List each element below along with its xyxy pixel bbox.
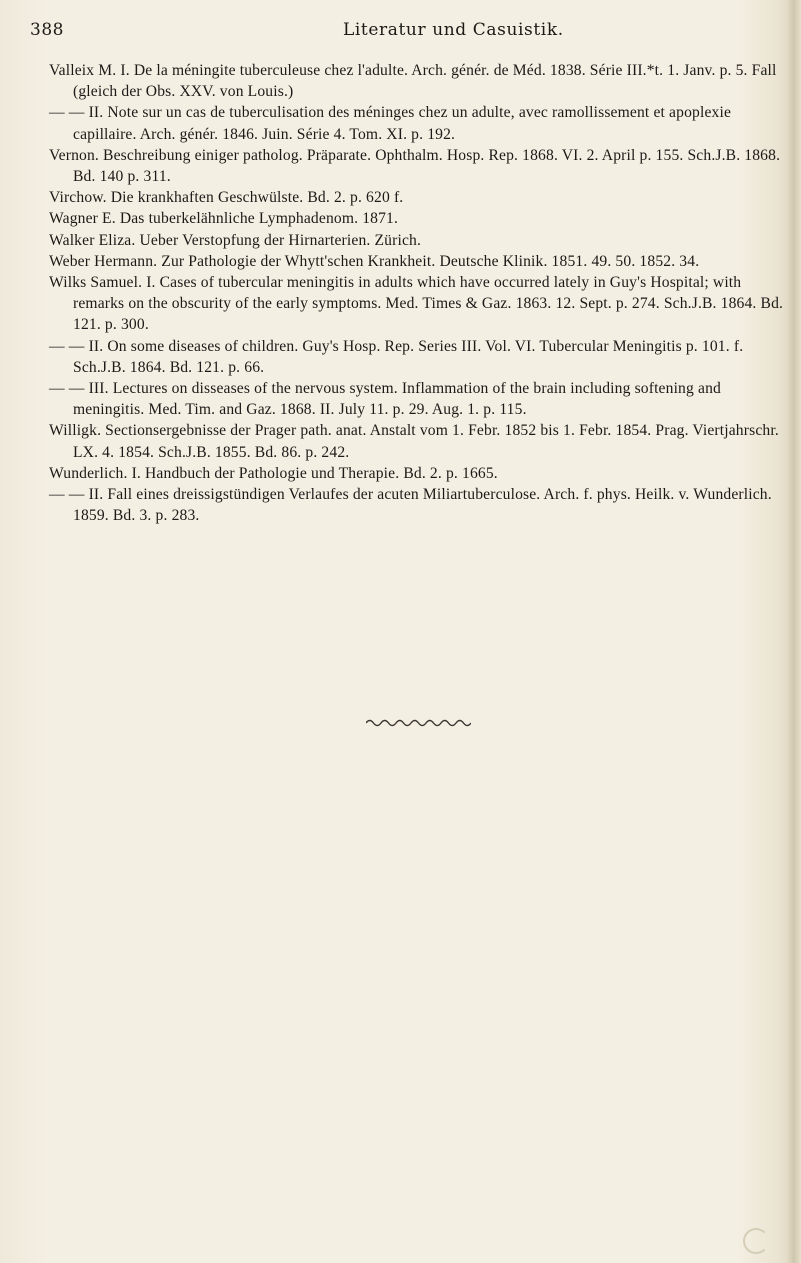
bibliography-entry-weber: Weber Hermann. Zur Pathologie der Whytt'schen Krankheit. Deutsche Klinik. 1851. 49. 50. 1852. 34. bbox=[49, 252, 700, 270]
bibliography-entry-wilks-2: — — II. On some diseases of children. Guy's Hosp. Rep. Series III. Vol. VI. Tubercular Meningitis p. 101. f. Sch.J.B. 1864. Bd. 121. p. 66. bbox=[49, 337, 744, 376]
bibliography-entry-wilks-1: Wilks Samuel. I. Cases of tubercular meningitis in adults which have occurred lately in Guy's Hospital; with remarks on the obscurity of the early symptoms. Med. Times & Gaz. 1863. 12. Sept. p. 274. Sch.J.B. 1864. Bd. 121. p. 300. bbox=[49, 274, 784, 334]
bibliography-list bbox=[49, 60, 789, 526]
running-title: Literatur und Casuistik. bbox=[343, 20, 564, 40]
bibliography-entry-virchow: Virchow. Die krankhaften Geschwülste. Bd. 2. p. 620 f. bbox=[49, 189, 404, 207]
page-header bbox=[30, 14, 790, 44]
bibliography-entry-valleix-1: Valleix M. I. De la méningite tuberculeuse chez l'adulte. Arch. génér. de Méd. 1838. Série III.*t. 1. Janv. p. 5. Fall (gleich der Obs. XXV. von Louis.) bbox=[49, 62, 777, 101]
bibliography-entry-wunderlich-1: Wunderlich. I. Handbuch der Pathologie und Therapie. Bd. 2. p. 1665. bbox=[49, 464, 498, 482]
bibliography-entry-valleix-2: — — II. Note sur un cas de tuberculisation des méninges chez un adulte, avec ramollissement et apoplexie capillaire. Arch. génér. 1846. Juin. Série 4. Tom. XI. p. 192. bbox=[49, 104, 732, 143]
page-number: 388 bbox=[30, 20, 64, 40]
end-ornament bbox=[366, 718, 471, 728]
bibliography-entry-wagner: Wagner E. Das tuberkelähnliche Lymphadenom. 1871. bbox=[49, 210, 399, 228]
page-edge-shadow bbox=[787, 0, 801, 1263]
bibliography-entry-wilks-3: — — III. Lectures on disseases of the nervous system. Inflammation of the brain including softening and meningitis. Med. Tim. and Gaz. 1868. II. July 11. p. 29. Aug. 1. p. 115. bbox=[49, 380, 721, 419]
bibliography-entry-vernon: Vernon. Beschreibung einiger patholog. Präparate. Ophthalm. Hosp. Rep. 1868. VI. 2. April p. 155. Sch.J.B. 1868. Bd. 140 p. 311. bbox=[49, 146, 781, 186]
bibliography-entry-walker: Walker Eliza. Ueber Verstopfung der Hirnarterien. Zürich. bbox=[49, 231, 422, 249]
bleed-through-mark bbox=[743, 1228, 769, 1254]
bibliography-entry-willigk: Willigk. Sectionsergebnisse der Prager path. anat. Anstalt vom 1. Febr. 1852 bis 1. Febr. 1854. Prag. Viertjahrschr. LX. 4. 1854. Sch.J.B. 1855. Bd. 86. p. 242. bbox=[49, 422, 779, 461]
bibliography-entry-wunderlich-2: — — II. Fall eines dreissigstündigen Verlaufes der acuten Miliartuberculose. Arch. f. phys. Heilk. v. Wunderlich. 1859. Bd. 3. p. 283. bbox=[49, 486, 772, 525]
